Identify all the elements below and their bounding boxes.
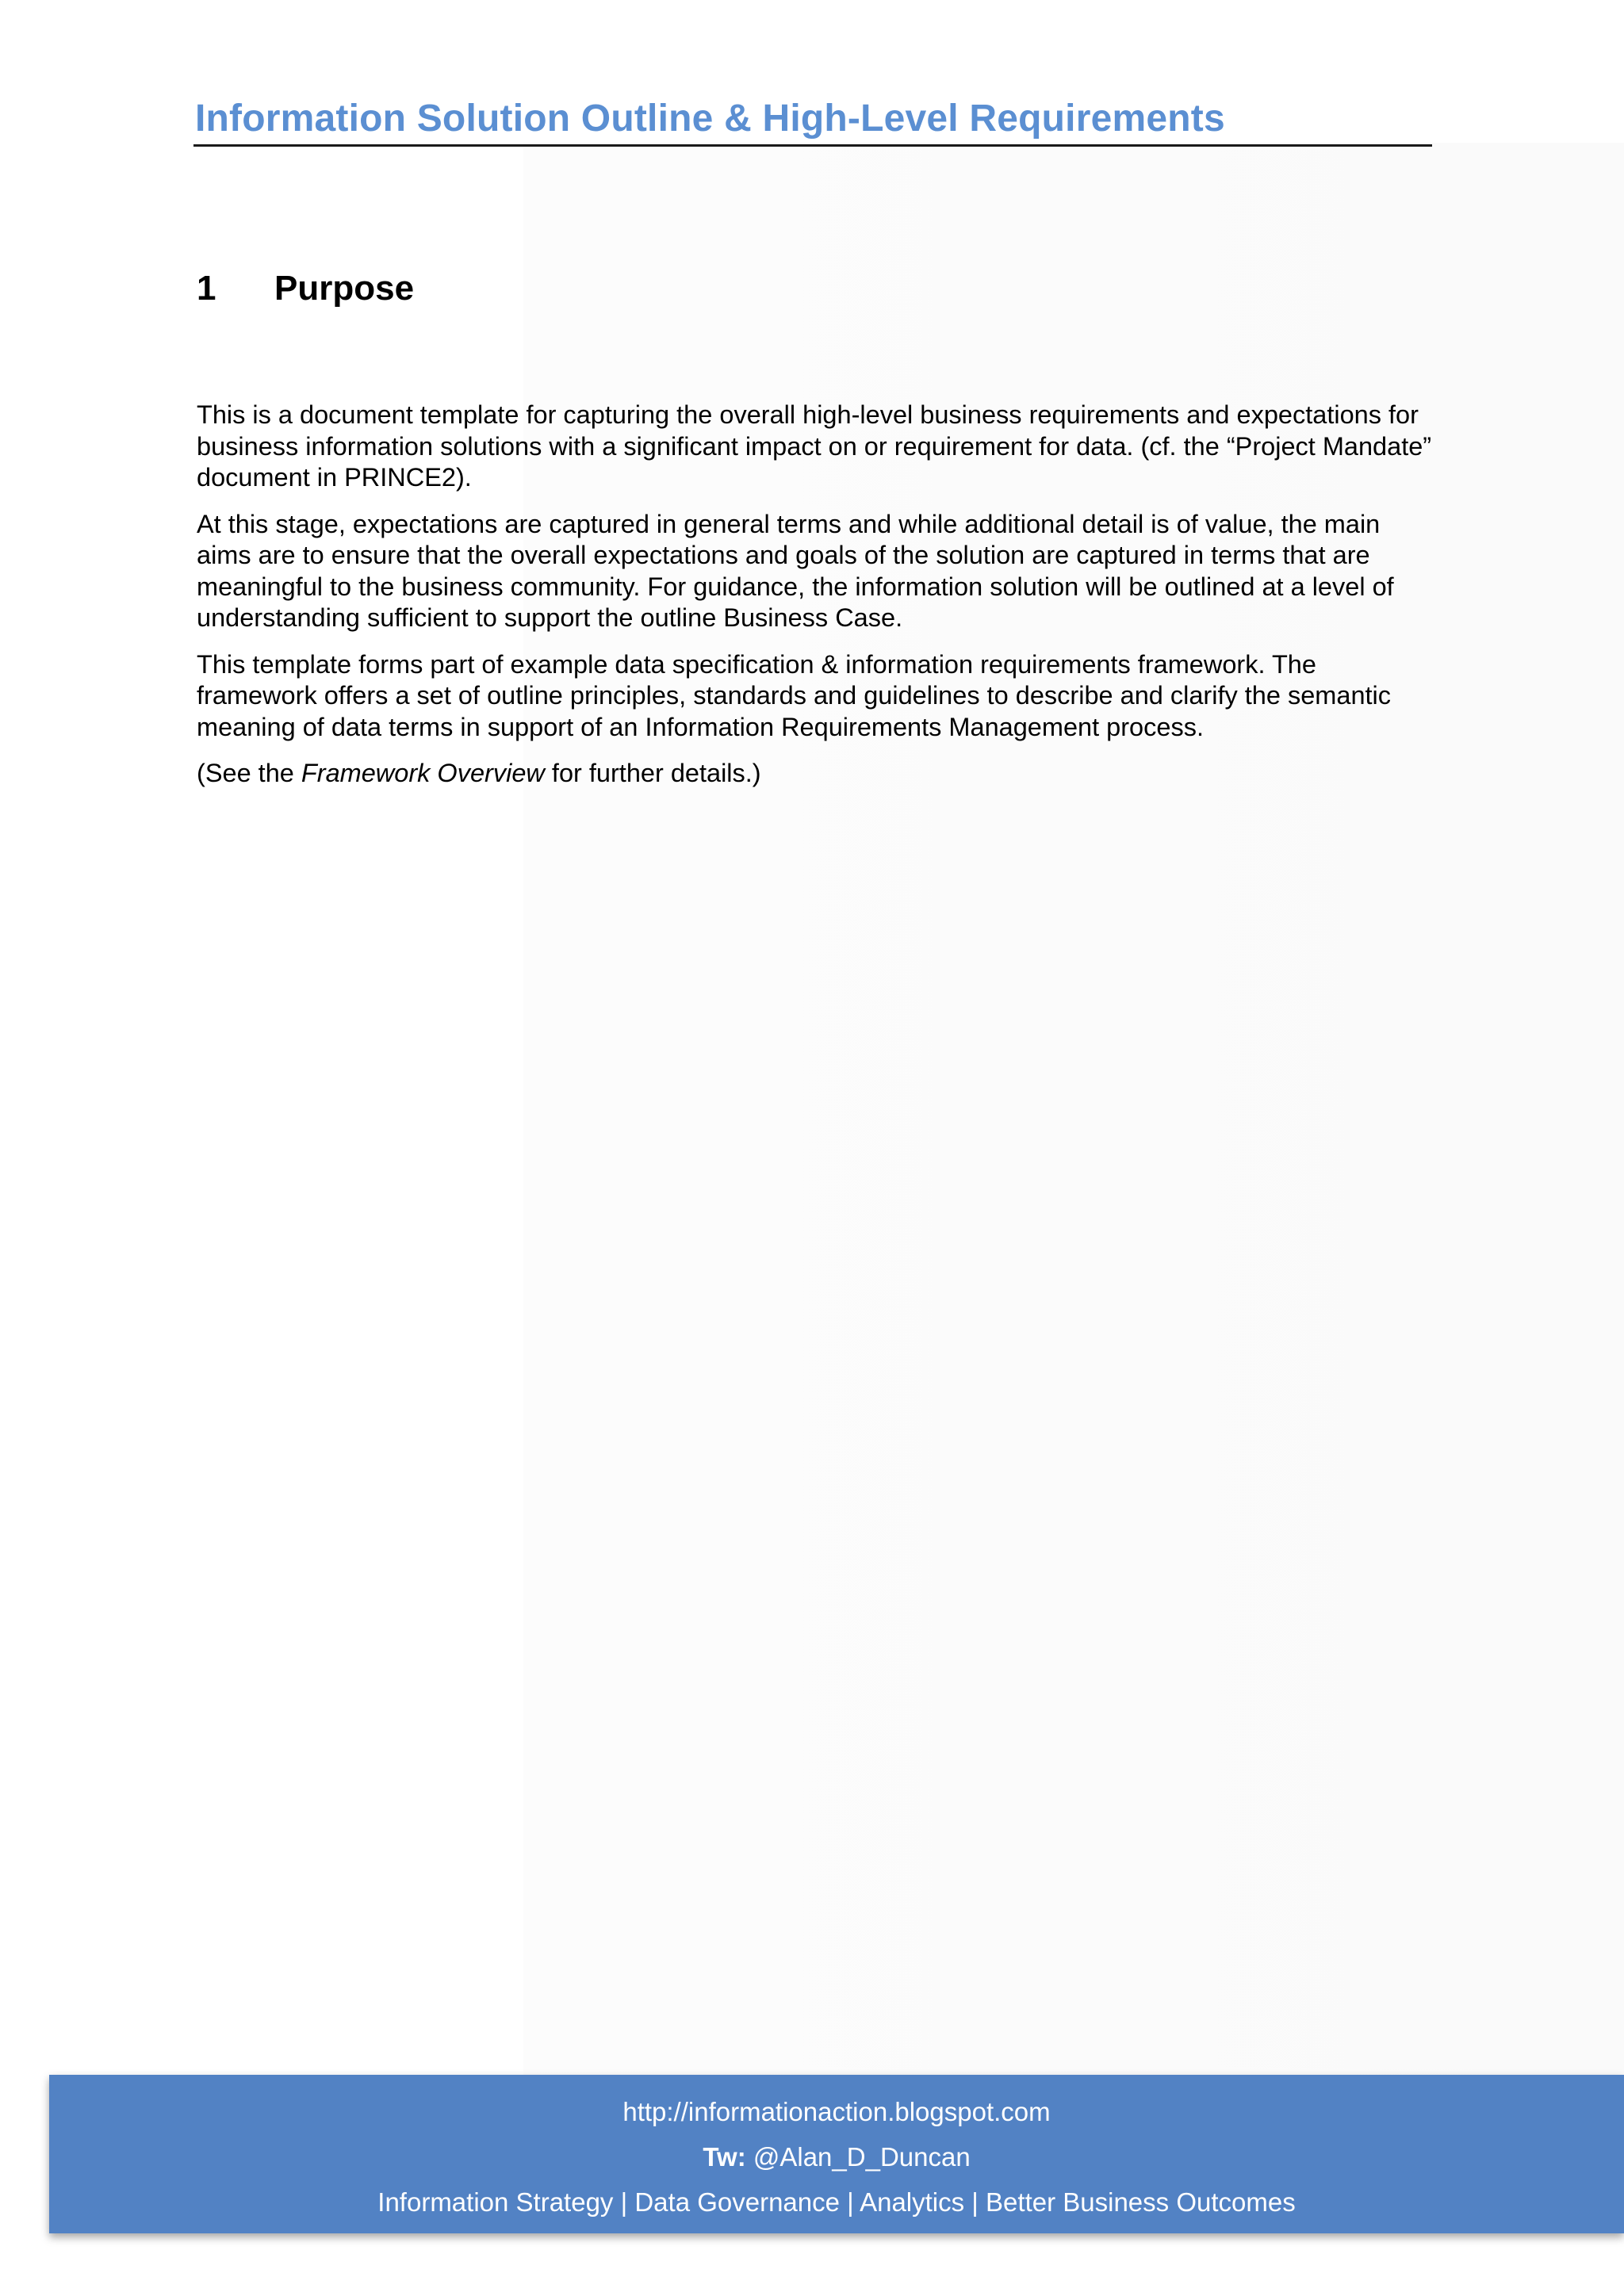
purpose-section bbox=[197, 263, 1434, 805]
section-title: Purpose bbox=[274, 269, 415, 308]
section-heading bbox=[197, 263, 1434, 314]
paragraph-framework: This template forms part of example data specification & information requirements framework. The framework offers a set of outline principles, standards and guidelines to describe and clarify the semantic meaning of data terms in support of an Information Requirements Management process. bbox=[197, 649, 1392, 741]
see-also-suffix: for further details.) bbox=[544, 759, 761, 787]
framework-overview-reference: Framework Overview bbox=[301, 759, 545, 787]
document-title: Information Solution Outline & High-Level Requirements bbox=[195, 98, 1225, 140]
twitter-handle[interactable]: @Alan_D_Duncan bbox=[745, 2142, 971, 2172]
section-body bbox=[197, 400, 1434, 790]
see-also-prefix: (See the bbox=[197, 759, 301, 787]
document-header bbox=[193, 87, 1432, 147]
footer-tagline: Information Strategy | Data Governance | Analytics | Better Business Outcomes bbox=[377, 2187, 1296, 2217]
paragraph-template-intro: This is a document template for capturing the overall high-level business requirements and expectations for business information solutions with a significant impact on or requirement for data. (cf. the “Project Mandate” document in PRINCE2). bbox=[197, 400, 1432, 492]
footer-twitter bbox=[49, 2141, 1624, 2173]
footer-blog-url[interactable]: http://informationaction.blogspot.com bbox=[622, 2097, 1051, 2126]
paragraph-expectations: At this stage, expectations are captured in general terms and while additional detail is of value, the main aims are to ensure that the overall expectations and goals of the solution are captured in terms that are meaningful to the business community. For guidance, the information solution will be outlined at a level of understanding sufficient to support the outline Business Case. bbox=[197, 509, 1394, 632]
twitter-label: Tw: bbox=[703, 2142, 746, 2172]
page-footer bbox=[49, 2075, 1624, 2233]
paragraph-see-also bbox=[197, 758, 1434, 790]
section-number: 1 bbox=[197, 269, 216, 308]
